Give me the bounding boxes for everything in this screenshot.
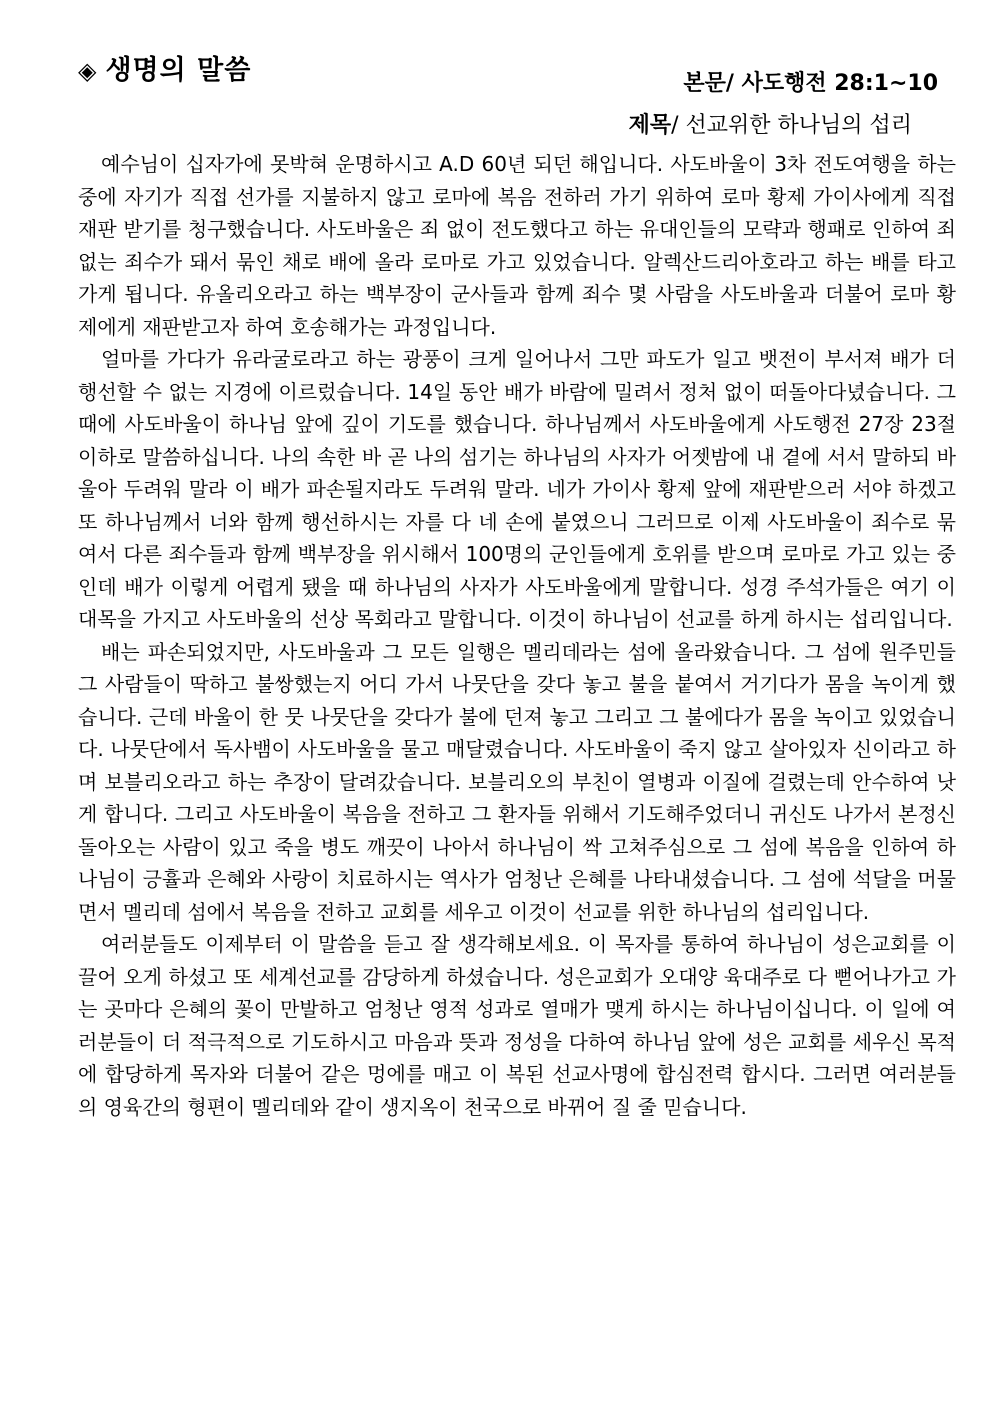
section-title (78, 48, 251, 87)
scripture-label: 본문 (683, 71, 726, 96)
sermon-header (78, 48, 956, 158)
subject-label: 제목 (628, 113, 672, 138)
sermon-body (78, 148, 956, 1123)
label-separator: / (671, 113, 686, 138)
paragraph: 얼마를 가다가 유라굴로라고 하는 광풍이 크게 일어나서 그만 파도가 일고 뱃전이 부서져 배가 더 행선할 수 없는 지경에 이르렀습니다. 14일 동안 배가 바람에 밀려서 정처 없이 떠돌아다녔습니다. 그때에 사도바울이 하나님 앞에 깊이 기도를 했습니다. 하나님께서 사도바울에게 사도행전 27장 23절이하로 말씀하십니다. 나의 속한 바 곧 나의 섬기는 하나님의 사자가 어젯밤에 내 곁에 서서 말하되 바울아 두려워 말라 이 배가 파손될지라도 두려워 말라. 네가 가이사 황제 앞에 재판받으러 서야 하겠고 또 하나님께서 너와 함께 행선하시는 자를 다 네 손에 붙였으니 그러므로 이제 사도바울이 죄수로 묶여서 다른 죄수들과 함께 백부장을 위시해서 100명의 군인들에게 호위를 받으며 로마로 가고 있는 중인데 배가 이렇게 어렵게 됐을 때 하나님의 사자가 사도바울에게 말합니다. 성경 주석가들은 여기 이 대목을 가지고 사도바울의 선상 목회라고 말합니다. 이것이 하나님이 선교를 하게 하시는 섭리입니다. (78, 347, 956, 631)
paragraph: 배는 파손되었지만, 사도바울과 그 모든 일행은 멜리데라는 섬에 올라왔습니다. 그 섬에 원주민들 그 사람들이 딱하고 불쌍했는지 어디 가서 나뭇단을 갖다 놓고 불을 붙여서 거기다가 몸을 녹이게 했습니다. 근데 바울이 한 뭇 나뭇단을 갖다가 불에 던져 놓고 그리고 그 불에다가 몸을 녹이고 있었습니다. 나뭇단에서 독사뱀이 사도바울을 물고 매달렸습니다. 사도바울이 죽지 않고 살아있자 신이라고 하며 보블리오라고 하는 추장이 달려갔습니다. 보블리오의 부친이 열병과 이질에 걸렸는데 안수하여 낫게 합니다. 그리고 사도바울이 복음을 전하고 그 환자들 위해서 기도해주었더니 귀신도 나가서 본정신 돌아오는 사람이 있고 죽을 병도 깨끗이 나아서 하나님이 싹 고쳐주심으로 그 섬에 복음을 인하여 하나님이 긍휼과 은혜와 사랑이 치료하시는 역사가 엄청난 은혜를 나타내셨습니다. 그 섬에 석달을 머물면서 멜리데 섬에서 복음을 전하고 교회를 세우고 이것이 선교를 위한 하나님의 섭리입니다. (78, 639, 956, 924)
label-separator: / (725, 71, 742, 96)
subject-text: 선교위한 하나님의 섭리 (685, 113, 912, 138)
sermon-subject (629, 108, 912, 139)
diamond-bullet-icon: ◈ (78, 57, 98, 85)
scripture-reference (683, 66, 938, 97)
sermon-page (78, 48, 956, 1119)
paragraph: 여러분들도 이제부터 이 말씀을 듣고 잘 생각해보세요. 이 목자를 통하여 하나님이 성은교회를 이끌어 오게 하셨고 또 세계선교를 감당하게 하셨습니다. 성은교회가 오대양 육대주로 다 뻗어나가고 가는 곳마다 은혜의 꽃이 만발하고 엄청난 영적 성과로 열매가 맺게 하시는 하나님이십니다. 이 일에 여러분들이 더 적극적으로 기도하시고 마음과 뜻과 정성을 다하여 하나님 앞에 성은 교회를 세우신 목적에 합당하게 목자와 더불어 같은 멍에를 매고 이 복된 선교사명에 합심전력 합시다. 그러면 여러분들의 영육간의 형편이 멜리데와 같이 생지옥이 천국으로 바뀌어 질 줄 믿습니다. (78, 932, 956, 1119)
scripture-ref: 사도행전 28:1~10 (741, 71, 938, 96)
paragraph: 예수님이 십자가에 못박혀 운명하시고 A.D 60년 되던 해입니다. 사도바울이 3차 전도여행을 하는 중에 자기가 직접 선가를 지불하지 않고 로마에 복음 전하러 가기 위하여 로마 황제 가이사에게 직접 재판 받기를 청구했습니다. 사도바울은 죄 없이 전도했다고 하는 유대인들의 모략과 행패로 인하여 죄 없는 죄수가 돼서 묶인 채로 배에 올라 로마로 가고 있었습니다. 알렉산드리아호라고 하는 배를 타고가게 됩니다. 유올리오라고 하는 백부장이 군사들과 함께 죄수 몇 사람을 사도바울과 더불어 로마 황제에게 재판받고자 하여 호송해가는 과정입니다. (78, 152, 956, 339)
section-title-text: 생명의 말씀 (105, 55, 252, 86)
